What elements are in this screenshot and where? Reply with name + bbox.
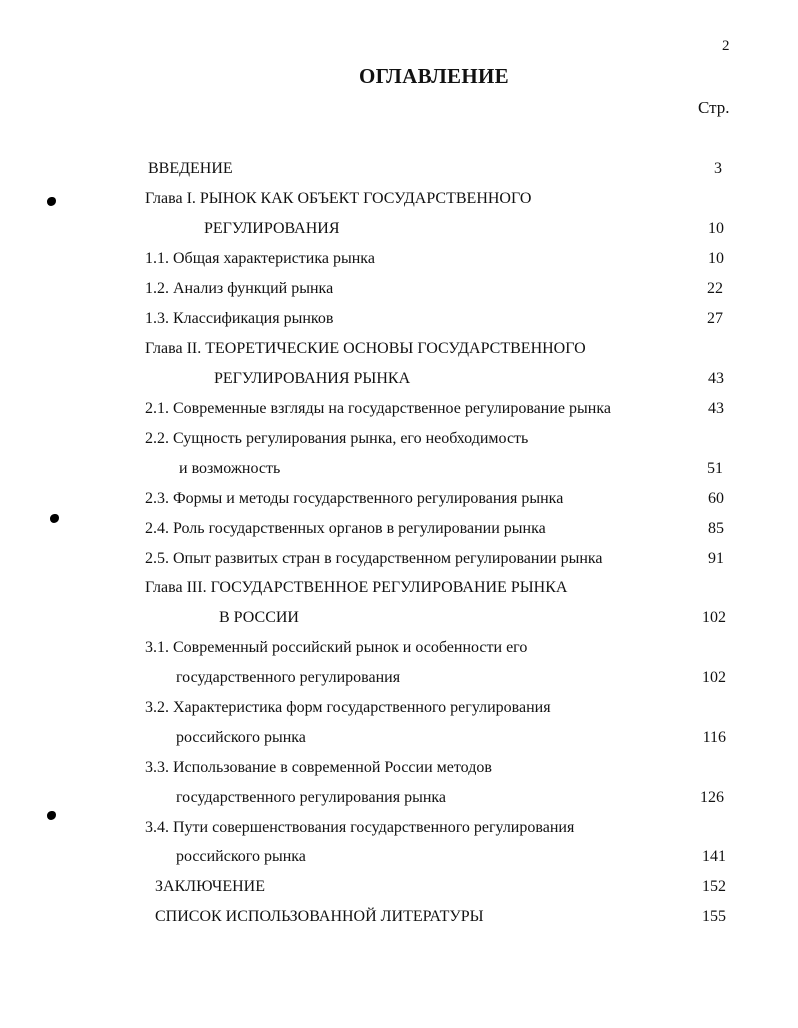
toc-page: 141 <box>702 848 726 865</box>
toc-page: 152 <box>702 878 726 895</box>
toc-page: 3 <box>714 160 722 177</box>
toc-page: 91 <box>708 550 724 567</box>
scan-speck <box>47 811 56 820</box>
toc-page: 102 <box>702 609 726 626</box>
toc-entry-chapter-2: Глава II. ТЕОРЕТИЧЕСКИЕ ОСНОВЫ ГОСУДАРСТВЕННОГО <box>145 340 586 357</box>
toc-entry-3-1: 3.1. Современный российский рынок и особенности его <box>145 639 528 656</box>
toc-page: 126 <box>700 789 724 806</box>
toc-entry-3-4: 3.4. Пути совершенствования государственного регулирования <box>145 819 575 836</box>
toc-entry-chapter-2-cont: РЕГУЛИРОВАНИЯ РЫНКА <box>214 370 411 387</box>
toc-entry-2-2: 2.2. Сущность регулирования рынка, его необходимость <box>145 430 529 447</box>
toc-entry-1-1: 1.1. Общая характеристика рынка <box>145 250 375 267</box>
toc-entry-1-2: 1.2. Анализ функций рынка <box>145 280 334 297</box>
toc-entry-chapter-3: Глава III. ГОСУДАРСТВЕННОЕ РЕГУЛИРОВАНИЕ РЫНКА <box>145 579 568 596</box>
toc-entry-3-2: 3.2. Характеристика форм государственного регулирования <box>145 699 551 716</box>
toc-page: 51 <box>707 460 723 477</box>
toc-page: 27 <box>707 310 723 327</box>
toc-entry-3-1-cont: государственного регулирования <box>176 669 401 686</box>
toc-page: 85 <box>708 520 724 537</box>
toc-entry-2-2-cont: и возможность <box>179 460 281 477</box>
toc-page: 155 <box>702 908 726 925</box>
toc-entry-2-4: 2.4. Роль государственных органов в регулировании рынка <box>145 520 546 537</box>
toc-entry-3-3-cont: государственного регулирования рынка <box>176 789 447 806</box>
toc-page: 116 <box>702 729 726 746</box>
toc-entry-3-3: 3.3. Использование в современной России методов <box>145 759 492 776</box>
toc-entry-3-2-cont: российского рынка <box>176 729 306 746</box>
toc-entry-2-3: 2.3. Формы и методы государственного регулирования рынка <box>145 490 564 507</box>
scan-speck <box>50 514 59 523</box>
page-column-label: Стр. <box>698 98 730 117</box>
toc-page: 10 <box>708 250 724 267</box>
toc-entry-bibliography: СПИСОК ИСПОЛЬЗОВАННОЙ ЛИТЕРАТУРЫ <box>155 908 484 925</box>
toc-entry-2-5: 2.5. Опыт развитых стран в государственном регулировании рынка <box>145 550 603 567</box>
toc-page: 43 <box>708 400 724 417</box>
toc-entry-chapter-1: Глава I. РЫНОК КАК ОБЪЕКТ ГОСУДАРСТВЕННОГО <box>145 190 532 207</box>
page-number: 2 <box>722 38 730 54</box>
toc-entry-2-1: 2.1. Современные взгляды на государственное регулирование рынка <box>145 400 611 417</box>
scan-speck <box>47 197 56 206</box>
toc-entry-introduction: ВВЕДЕНИЕ <box>148 160 233 177</box>
toc-entry-conclusion: ЗАКЛЮЧЕНИЕ <box>155 878 265 895</box>
toc-entry-1-3: 1.3. Классификация рынков <box>145 310 334 327</box>
toc-page: 60 <box>708 490 724 507</box>
toc-page: 43 <box>708 370 724 387</box>
toc-entry-3-4-cont: российского рынка <box>176 848 306 865</box>
toc-page: 10 <box>708 220 724 237</box>
toc-entry-chapter-3-cont: В РОССИИ <box>219 609 299 626</box>
toc-entry-chapter-1-cont: РЕГУЛИРОВАНИЯ <box>204 220 340 237</box>
toc-page: 102 <box>702 669 726 686</box>
toc-title: ОГЛАВЛЕНИЕ <box>359 64 509 88</box>
toc-page: 22 <box>707 280 723 297</box>
